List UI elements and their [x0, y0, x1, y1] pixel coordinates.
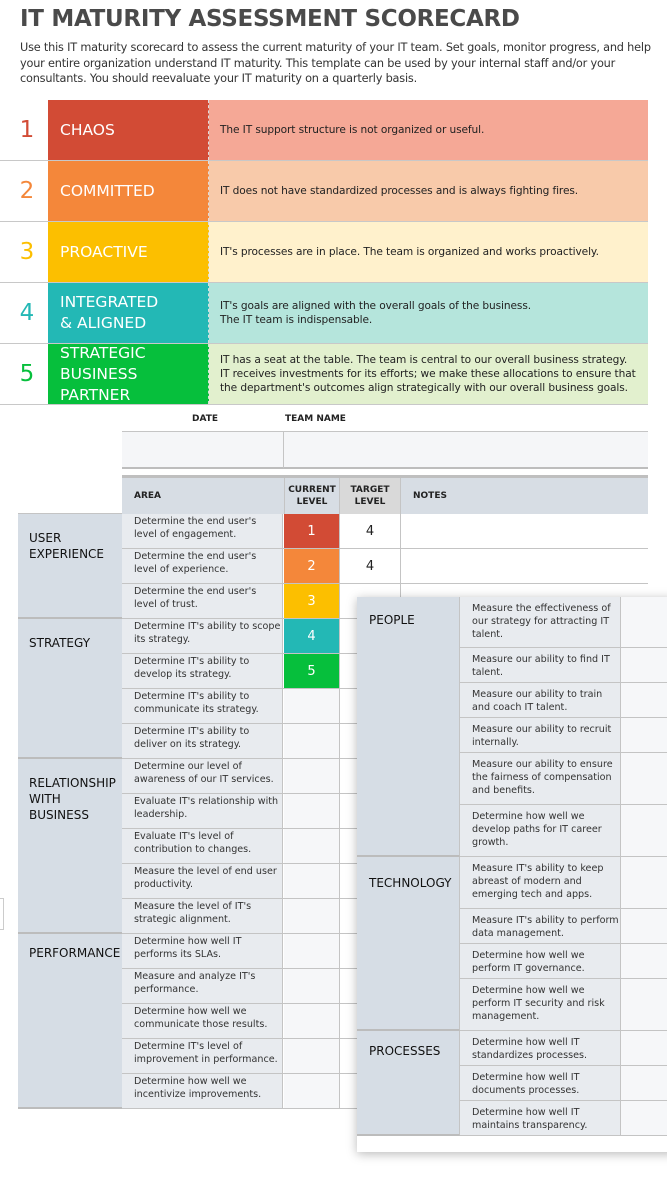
task-description: Measure our ability to train and coach IT talent. — [460, 683, 621, 717]
level-number: 1 — [19, 117, 35, 143]
table-row — [122, 514, 648, 549]
level-name: PROACTIVE — [48, 222, 209, 282]
date-input[interactable] — [122, 431, 284, 469]
table-row — [460, 979, 667, 1031]
table-row — [460, 944, 667, 979]
task-description: Determine the end user's level of trust. — [122, 584, 283, 618]
date-label: DATE — [192, 414, 219, 424]
target-level-cell[interactable]: 4 — [340, 549, 401, 583]
table-row — [460, 1031, 667, 1066]
maturity-levels — [0, 100, 648, 405]
current-level-cell[interactable]: 2 — [284, 549, 340, 583]
page-title: IT MATURITY ASSESSMENT SCORECARD — [20, 6, 520, 32]
task-description: Determine how well we develop paths for IT career growth. — [460, 805, 621, 856]
level-row — [0, 344, 648, 405]
intro-text: Use this IT maturity scorecard to assess the current maturity of your IT team. Set goals, monitor progress, and help your entire organization understand IT maturity. This template can be used by your internal staff and/or your consultants. You should reevaluate your IT maturity on a quarterly basis. — [20, 41, 651, 85]
table-header — [122, 475, 648, 514]
notes-cell[interactable] — [401, 549, 647, 583]
level-description: IT's processes are in place. The team is organized and works proactively. — [209, 222, 648, 282]
current-level-cell[interactable] — [284, 1074, 340, 1108]
current-level-cell[interactable] — [284, 1004, 340, 1038]
current-level-cell[interactable] — [621, 909, 667, 943]
task-description: Determine the end user's level of engagement. — [122, 514, 283, 548]
task-description: Measure IT's ability to perform data management. — [460, 909, 621, 943]
table-row — [460, 909, 667, 944]
level-name: STRATEGIC BUSINESS PARTNER — [48, 344, 209, 404]
table-row — [460, 1101, 667, 1136]
task-description: Determine our level of awareness of our IT services. — [122, 759, 283, 793]
area-label: PROCESSES — [357, 1031, 460, 1136]
current-level-cell[interactable] — [621, 718, 667, 752]
table-row — [460, 648, 667, 683]
table-row — [460, 805, 667, 857]
task-description: Determine how well we communicate those results. — [122, 1004, 283, 1038]
task-description: Determine IT's level of improvement in performance. — [122, 1039, 283, 1073]
current-level-cell[interactable] — [284, 969, 340, 1003]
task-description: Measure and analyze IT's performance. — [122, 969, 283, 1003]
table-row — [460, 597, 667, 648]
area-label: STRATEGY — [18, 619, 122, 759]
level-description: The IT support structure is not organized or useful. — [209, 100, 648, 160]
level-number: 4 — [19, 300, 35, 326]
task-description: Determine how well IT maintains transparency. — [460, 1101, 621, 1135]
current-level-cell[interactable] — [284, 724, 340, 758]
current-level-cell[interactable] — [284, 934, 340, 968]
current-level-cell[interactable] — [621, 1066, 667, 1100]
level-description: IT does not have standardized processes and is always fighting fires. — [209, 161, 648, 221]
current-level-cell[interactable] — [284, 1039, 340, 1073]
level-description: IT has a seat at the table. The team is central to our overall business strategy. IT receives investments for its efforts; we make these allocations to ensure that the department's outcomes align strategically with our overall business goals. — [209, 344, 648, 404]
task-description: Determine the end user's level of experience. — [122, 549, 283, 583]
header-area: AREA — [134, 491, 162, 501]
level-number: 2 — [19, 178, 35, 204]
current-level-cell[interactable] — [621, 1101, 667, 1135]
current-level-cell[interactable]: 3 — [284, 584, 340, 618]
level-row — [0, 161, 648, 222]
area-label: RELATIONSHIP WITH BUSINESS — [18, 759, 122, 934]
current-level-cell[interactable]: 4 — [284, 619, 340, 653]
current-level-cell[interactable] — [621, 944, 667, 978]
table-row — [460, 1066, 667, 1101]
task-description: Determine IT's ability to scope its strategy. — [122, 619, 283, 653]
level-number: 3 — [19, 239, 35, 265]
table-row — [460, 753, 667, 805]
current-level-cell[interactable] — [284, 689, 340, 723]
team-name-input[interactable] — [284, 431, 648, 469]
current-level-cell[interactable] — [621, 648, 667, 682]
background-sheet-edge — [0, 898, 4, 930]
task-description: Determine how well IT performs its SLAs. — [122, 934, 283, 968]
area-label: TECHNOLOGY — [357, 857, 460, 1031]
task-description: Measure our ability to find IT talent. — [460, 648, 621, 682]
level-row — [0, 100, 648, 161]
level-name: INTEGRATED & ALIGNED — [48, 283, 209, 343]
task-description: Evaluate IT's relationship with leadership. — [122, 794, 283, 828]
task-description: Determine how well we perform IT governance. — [460, 944, 621, 978]
table-row — [122, 549, 648, 584]
task-description: Measure our ability to ensure the fairness of compensation and benefits. — [460, 753, 621, 804]
current-level-cell[interactable] — [621, 979, 667, 1030]
current-level-cell[interactable]: 1 — [284, 514, 340, 548]
current-level-cell[interactable] — [284, 829, 340, 863]
table-row — [460, 857, 667, 909]
task-description: Measure the effectiveness of our strategy for attracting IT talent. — [460, 597, 621, 647]
current-level-cell[interactable] — [621, 805, 667, 856]
task-description: Evaluate IT's level of contribution to changes. — [122, 829, 283, 863]
target-level-cell[interactable]: 4 — [340, 514, 401, 548]
area-label: PERFORMANCE — [18, 934, 122, 1109]
team-name-label: TEAM NAME — [285, 414, 346, 424]
task-description: Determine how well IT documents processes. — [460, 1066, 621, 1100]
area-label: PEOPLE — [357, 597, 460, 857]
notes-cell[interactable] — [401, 514, 647, 548]
level-description: IT's goals are aligned with the overall goals of the business. The IT team is indispensable. — [209, 283, 648, 343]
task-description: Measure the level of IT's strategic alignment. — [122, 899, 283, 933]
level-name: CHAOS — [48, 100, 209, 160]
level-number: 5 — [19, 361, 35, 387]
overlay-scorecard-sheet — [357, 597, 667, 1152]
level-name: COMMITTED — [48, 161, 209, 221]
current-level-cell[interactable] — [284, 759, 340, 793]
task-description: Determine how well IT standardizes processes. — [460, 1031, 621, 1065]
header-notes: NOTES — [413, 491, 447, 501]
current-level-cell[interactable] — [284, 794, 340, 828]
current-level-cell[interactable] — [284, 864, 340, 898]
task-description: Measure our ability to recruit internally. — [460, 718, 621, 752]
current-level-cell[interactable]: 5 — [284, 654, 340, 688]
header-current-level: CURRENT LEVEL — [284, 478, 340, 514]
task-description: Measure the level of end user productivity. — [122, 864, 283, 898]
current-level-cell[interactable] — [621, 683, 667, 717]
current-level-cell[interactable] — [621, 753, 667, 804]
task-description: Measure IT's ability to keep abreast of modern and emerging tech and apps. — [460, 857, 621, 908]
table-row — [460, 718, 667, 753]
table-row — [460, 683, 667, 718]
task-description: Determine IT's ability to communicate its strategy. — [122, 689, 283, 723]
level-row — [0, 222, 648, 283]
task-description: Determine how well we perform IT security and risk management. — [460, 979, 621, 1030]
task-description: Determine IT's ability to deliver on its strategy. — [122, 724, 283, 758]
current-level-cell[interactable] — [621, 1031, 667, 1065]
header-target-level: TARGET LEVEL — [340, 478, 401, 514]
task-description: Determine how well we incentivize improvements. — [122, 1074, 283, 1108]
current-level-cell[interactable] — [621, 597, 667, 647]
area-label: USER EXPERIENCE — [18, 514, 122, 619]
current-level-cell[interactable] — [284, 899, 340, 933]
current-level-cell[interactable] — [621, 857, 667, 908]
task-description: Determine IT's ability to develop its strategy. — [122, 654, 283, 688]
level-row — [0, 283, 648, 344]
